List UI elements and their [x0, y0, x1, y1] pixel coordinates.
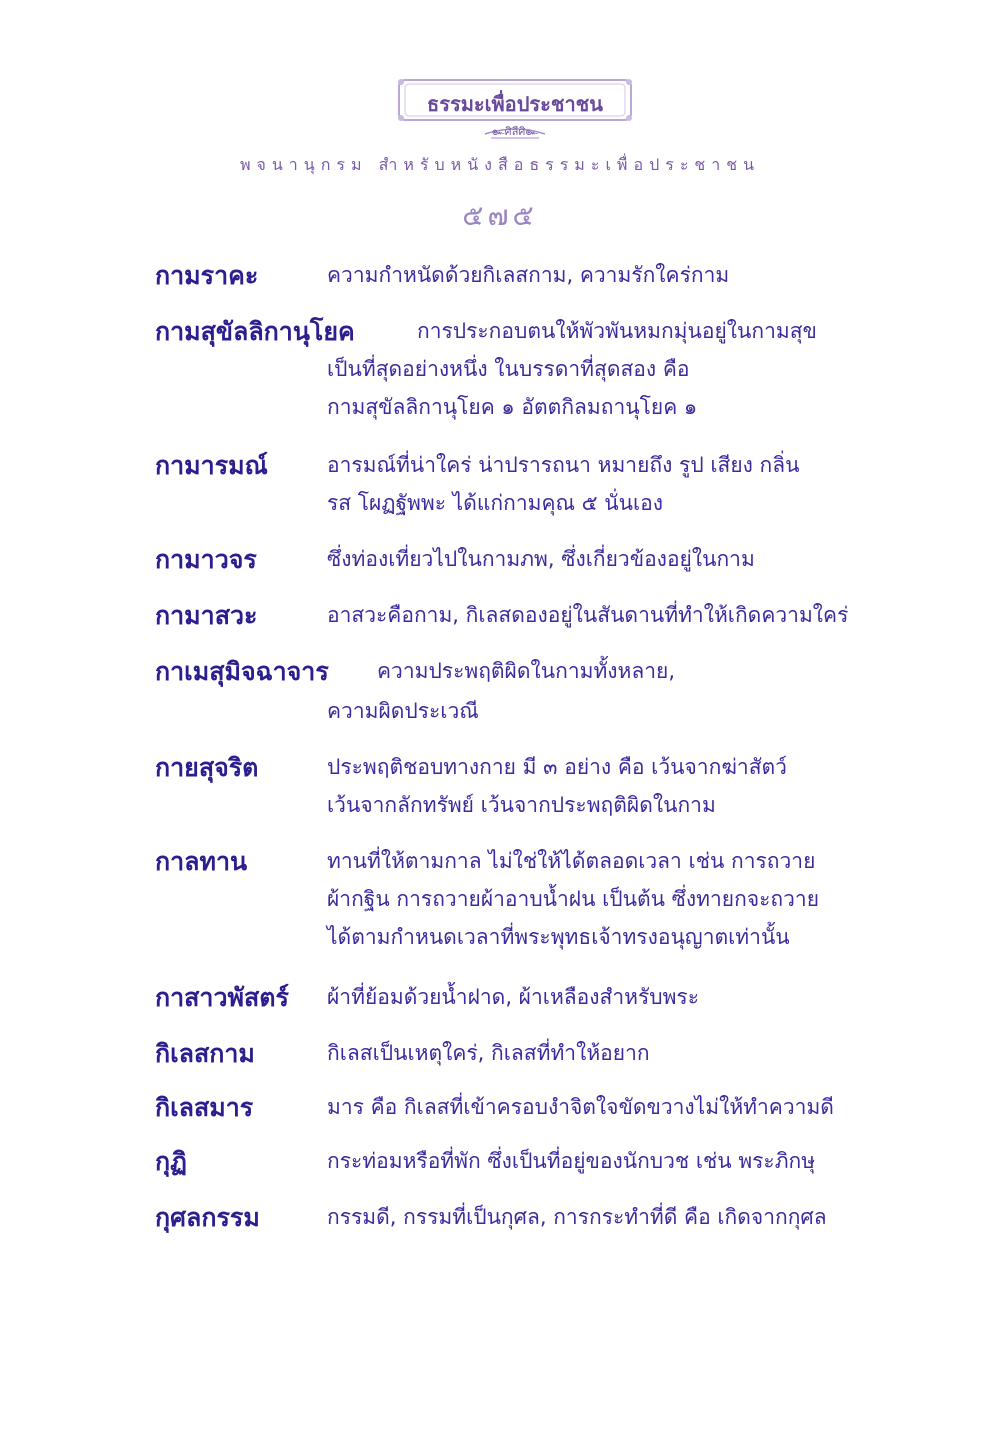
entry-term: กุศลกรรม: [155, 1203, 260, 1232]
definition-line: เป็นที่สุดอย่างหนึ่ง ในบรรดาที่สุดสอง คือ: [327, 357, 690, 381]
entry-term: กาเมสุมิจฉาจาร: [155, 657, 329, 686]
definition-line: ความประพฤติผิดในกามทั้งหลาย,: [377, 659, 676, 683]
entry-definition: [327, 1034, 650, 1072]
entry-definition: [327, 748, 787, 824]
page-number: ๕๗๕: [462, 199, 538, 232]
definition-line: ซึ่งท่องเที่ยวไปในกามภพ, ซึ่งเกี่ยวข้องอยู่ในกาม: [327, 547, 755, 571]
definition-line: ประพฤติชอบทางกาย มี ๓ อย่าง คือ เว้นจากฆ่าสัตว์: [327, 755, 787, 779]
definition-line: กรรมดี, กรรมที่เป็นกุศล, การกระทำที่ดี คือ เกิดจากกุศล: [327, 1205, 827, 1229]
entry-term: กามสุขัลลิกานุโยค: [155, 317, 355, 346]
definition-line: กามสุขัลลิกานุโยค ๑ อัตตกิลมถานุโยค ๑: [327, 395, 698, 419]
entry-definition-continued: [327, 692, 479, 730]
entry-definition: [327, 596, 848, 634]
entry-term: กิเลสมาร: [155, 1093, 254, 1122]
definition-line: ได้ตามกำหนดเวลาที่พระพุทธเจ้าทรงอนุญาตเท่านั้น: [327, 925, 790, 949]
entry-definition: [377, 652, 675, 690]
entry-definition: [327, 540, 755, 578]
entry-definition: [327, 256, 729, 294]
book-logo: [395, 78, 635, 148]
entry-term: กามาวจร: [155, 545, 257, 574]
entry-definition: [327, 446, 800, 522]
entry-definition-continued: [327, 350, 697, 426]
logo-ornament: ๛ศิลีศิ๛: [491, 125, 539, 138]
entry-term: กามราคะ: [155, 261, 259, 290]
entry-term: กามาสวะ: [155, 601, 258, 630]
entry-term: กามารมณ์: [155, 451, 268, 480]
entry-term: กุฏิ: [155, 1147, 187, 1176]
definition-line: ความผิดประเวณี: [327, 699, 479, 723]
definition-line: รส โผฏฐัพพะ ได้แก่กามคุณ ๕ นั่นเอง: [327, 491, 664, 515]
entry-definition: [327, 1088, 834, 1126]
definition-line: อาสวะคือกาม, กิเลสดองอยู่ในสันดานที่ทำให้เกิดความใคร่: [327, 603, 849, 627]
entry-term: กายสุจริต: [155, 753, 259, 782]
definition-line: อารมณ์ที่น่าใคร่ น่าปรารถนา หมายถึง รูป เสียง กลิ่น: [327, 453, 800, 477]
definition-line: ทานที่ให้ตามกาล ไม่ใช่ให้ได้ตลอดเวลา เช่น การถวาย: [327, 849, 816, 873]
entry-term: กาสาวพัสตร์: [155, 983, 289, 1012]
definition-line: กระท่อมหรือที่พัก ซึ่งเป็นที่อยู่ของนักบวช เช่น พระภิกษุ: [327, 1149, 816, 1173]
definition-line: กิเลสเป็นเหตุใคร่, กิเลสที่ทำให้อยาก: [327, 1041, 650, 1065]
definition-line: การประกอบตนให้พัวพันหมกมุ่นอยู่ในกามสุข: [417, 319, 817, 343]
logo-title: ธรรมะเพื่อประชาชน: [427, 92, 603, 116]
definition-line: ผ้ากฐิน การถวายผ้าอาบน้ำฝน เป็นต้น ซึ่งทายกจะถวาย: [327, 887, 820, 911]
entry-definition: [327, 1142, 815, 1180]
entry-definition: [327, 978, 699, 1016]
definition-line: มาร คือ กิเลสที่เข้าครอบงำจิตใจขัดขวางไม่ให้ทำความดี: [327, 1095, 834, 1119]
definition-line: ผ้าที่ย้อมด้วยน้ำฝาด, ผ้าเหลืองสำหรับพระ: [327, 985, 699, 1009]
entry-term: กิเลสกาม: [155, 1039, 255, 1068]
definition-line: เว้นจากลักทรัพย์ เว้นจากประพฤติผิดในกาม: [327, 793, 716, 817]
entry-term: กาลทาน: [155, 847, 248, 876]
entry-definition: [327, 1198, 827, 1236]
entry-definition: [417, 312, 817, 350]
definition-line: ความกำหนัดด้วยกิเลสกาม, ความรักใคร่กาม: [327, 263, 730, 287]
page-subtitle: พจนานุกรม สำหรับหนังสือธรรมะเพื่อประชาชน: [239, 155, 761, 174]
entry-definition: [327, 842, 819, 956]
